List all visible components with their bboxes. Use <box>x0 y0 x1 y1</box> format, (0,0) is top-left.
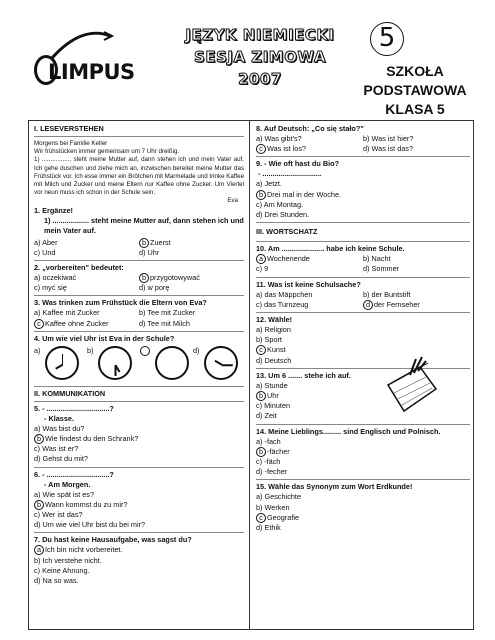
option[interactable]: a) Stunde <box>256 380 288 390</box>
option-row <box>34 319 244 329</box>
option[interactable]: a) Religion <box>256 325 291 335</box>
option[interactable]: d) Drei Stunden. <box>256 210 310 220</box>
option-selected[interactable]: b Drei mal in der Woche. <box>256 190 470 200</box>
reading-text: 1) ................. steht meine Mutter auf, dann stehen ich und mein Vater auf. Ich gehe duschen und ziehe mich an, inzwischen bereitet meine Mutter das Frühstück vor. Ich esse immer ein Brötchen mit Marmelade und trinke Kaffee mit Milch und Zucker und meine Eltern nur Kaffee ohne Zucker. Um Viertel vor neun muss ich schon in der Schule sein. <box>34 156 245 197</box>
option[interactable]: d) -fecher <box>256 467 288 477</box>
question-label: 1. Ergänze! <box>34 205 73 215</box>
option-selected[interactable]: c Geografie <box>256 513 470 523</box>
option[interactable]: c) Minuten <box>256 401 291 411</box>
option-selected[interactable]: b Zuerst <box>139 238 244 248</box>
option[interactable]: a) Was gibt's? <box>256 134 302 143</box>
option[interactable]: a) -fach <box>256 436 281 446</box>
option-row <box>256 264 470 274</box>
option[interactable]: b) Ich verstehe nicht. <box>34 555 102 565</box>
option[interactable]: d) Um wie viel Uhr bist du bei mir? <box>34 520 146 530</box>
question-reply: - Am Morgen. <box>44 479 91 489</box>
option[interactable]: a) Wie spät ist es? <box>34 489 95 499</box>
option[interactable]: a) Was bist du? <box>34 423 85 433</box>
school-line-1: SZKOŁA <box>386 63 444 79</box>
option[interactable]: d) Uhr <box>139 247 160 257</box>
answer-mark-icon: c <box>256 345 266 355</box>
divider <box>34 295 244 296</box>
title-block <box>170 24 350 90</box>
section-title: III. WORTSCHATZ <box>256 227 318 237</box>
column-divider <box>249 120 250 630</box>
answer-mark-icon: c <box>256 513 266 523</box>
option[interactable]: a) oczekiwać <box>34 273 77 283</box>
option[interactable]: b) Sport <box>256 335 282 345</box>
option-selected[interactable]: c Kunst <box>256 345 470 355</box>
option-selected[interactable]: c Was ist los? <box>256 144 363 154</box>
answer-mark-icon <box>140 346 150 356</box>
clock-icon <box>98 346 132 380</box>
title-line-1: JĘZYK NIEMIECKI <box>185 26 335 44</box>
answer-mark-icon: b <box>256 190 266 200</box>
left-column <box>34 122 244 586</box>
option-row <box>34 308 244 318</box>
school-line-3: KLASA 5 <box>385 101 445 117</box>
text-title: Morgens bei Familie Keller <box>34 140 108 147</box>
clock-icon <box>155 346 189 380</box>
option-row <box>256 134 470 144</box>
section-title: I. LESEVERSTEHEN <box>34 124 104 133</box>
option[interactable]: a) Aber <box>34 237 58 247</box>
question-text: 4. Um wie viel Uhr ist Eva in der Schule? <box>34 333 175 343</box>
option-row <box>256 290 470 300</box>
option[interactable]: c) Keine Ahnung. <box>34 565 90 575</box>
question-text: 8. Auf Deutsch: „Co się stało?" <box>256 124 364 133</box>
option[interactable]: c) 9 <box>256 264 269 274</box>
question-text: 11. Was ist keine Schulsache? <box>256 279 361 289</box>
option[interactable]: b) der Buntstift <box>363 289 411 299</box>
question-text: 9. - Wie oft hast du Bio? <box>256 159 340 169</box>
clock-option[interactable]: a) <box>34 346 85 380</box>
divider <box>34 260 244 261</box>
clock-icon <box>45 346 79 380</box>
option-row <box>34 238 244 248</box>
text-signature: Eva <box>227 197 238 205</box>
question-text: 14. Meine Lieblings......... sind Englisch und Polnisch. <box>256 426 441 436</box>
option[interactable]: b) Was ist hier? <box>363 134 414 143</box>
question-text: 12. Wähle! <box>256 315 293 325</box>
option[interactable]: c) myć się <box>34 283 67 293</box>
option-row <box>34 273 244 283</box>
option[interactable]: d) Deutsch <box>256 355 292 365</box>
clock-option[interactable]: d) <box>193 346 244 380</box>
divider <box>256 156 470 157</box>
option-selected[interactable]: a Ich bin nicht vorbereitet. <box>34 545 244 555</box>
option-row <box>256 300 470 310</box>
title-line-2: SESJA ZIMOWA <box>194 48 326 66</box>
option[interactable]: d) Zeit <box>256 411 277 421</box>
test-number: 5 <box>370 22 404 56</box>
answer-mark-icon: b <box>34 500 44 510</box>
divider <box>34 331 244 332</box>
divider <box>34 386 244 387</box>
question-text: 3. Was trinken zum Frühstück die Eltern von Eva? <box>34 298 207 308</box>
divider <box>34 401 244 402</box>
divider <box>256 479 470 480</box>
question-reply: - ............................. <box>258 169 322 179</box>
divider <box>256 312 470 313</box>
logo-text: LIMPUS <box>48 60 135 84</box>
answer-mark-icon: b <box>139 273 149 283</box>
option[interactable]: c) Am Montag. <box>256 199 304 209</box>
question-text: 7. Du hast keine Hausaufgabe, was sagst du? <box>34 535 192 545</box>
school-line-2: PODSTAWOWA <box>363 82 467 98</box>
answer-mark-icon: b <box>139 238 149 248</box>
question-text: 13. Um 6 ....... stehe ich auf. <box>256 370 351 380</box>
option[interactable]: b) Werken <box>256 502 290 512</box>
clock-options <box>34 346 244 380</box>
option-selected[interactable]: a Wochenende <box>256 254 363 264</box>
option-selected[interactable]: b przygotowywać <box>139 273 244 283</box>
option[interactable]: d) w porę <box>139 283 170 293</box>
clock-option[interactable]: b) <box>87 346 138 380</box>
answer-mark-icon: a <box>34 545 44 555</box>
answer-mark-icon: c <box>34 319 44 329</box>
question-text: 10. Am ..................... habe ich keine Schule. <box>256 244 405 254</box>
option-selected[interactable]: b Wie findest du den Schrank? <box>34 434 244 444</box>
answer-mark-icon: b <box>256 447 266 457</box>
option[interactable]: d) Tee mit Milch <box>139 318 190 328</box>
divider <box>34 136 244 137</box>
option[interactable]: d) Gehst du mit? <box>34 454 88 464</box>
title-line-3: 2007 <box>238 70 282 88</box>
divider <box>256 241 470 242</box>
question-text: 5. - ...............................? <box>34 403 114 413</box>
answer-mark-icon: b <box>256 391 266 401</box>
question-text: 2. „vorbereiten" bedeutet: <box>34 263 124 273</box>
school-label <box>345 62 485 119</box>
right-column <box>256 122 470 533</box>
option[interactable]: d) Ethik <box>256 523 281 533</box>
option[interactable]: a) Jetzt. <box>256 179 282 189</box>
option[interactable]: c) Und <box>34 247 56 257</box>
answer-mark-icon: b <box>34 434 44 444</box>
option-row <box>34 248 244 258</box>
divider <box>256 277 470 278</box>
answer-mark-icon: c <box>256 144 266 154</box>
option[interactable]: d) Sommer <box>363 264 400 274</box>
question-reply: - Klasse. <box>44 413 75 423</box>
answer-mark-icon: d <box>363 300 373 310</box>
option[interactable]: c) Wer ist das? <box>34 510 83 520</box>
question-text: 1) .................. steht meine Mutter auf, dann stehen ich und mein Vater auf. <box>44 215 244 235</box>
option-row <box>256 144 470 154</box>
divider <box>256 222 470 223</box>
divider <box>34 532 244 533</box>
option[interactable]: a) Geschichte <box>256 492 302 502</box>
option-selected[interactable]: d der Fernseher <box>363 300 470 310</box>
section-title: II. KOMMUNIKATION <box>34 388 106 398</box>
option-selected[interactable]: b -fächer <box>256 447 470 457</box>
answer-mark-icon: a <box>256 254 266 264</box>
option[interactable]: d) Na so was. <box>34 576 79 586</box>
clock-icon <box>204 346 238 380</box>
option-row <box>34 283 244 293</box>
question-text: 15. Wähle das Synonym zum Wort Erdkunde! <box>256 482 413 492</box>
text-sub: Wir frühstücken immer gemeinsam um 7 Uhr dreißig. <box>34 148 180 156</box>
option[interactable]: c) -fäch <box>256 457 281 467</box>
header <box>0 0 495 118</box>
option-selected[interactable]: b Uhr <box>256 391 470 401</box>
option[interactable]: c) das Turnzeug <box>256 299 309 309</box>
option[interactable]: b) Nacht <box>363 254 391 264</box>
option[interactable]: c) Was ist er? <box>34 444 79 454</box>
option-selected[interactable]: b Wann kommst du zu mir? <box>34 500 244 510</box>
option[interactable]: a) das Mäppchen <box>256 289 313 299</box>
pencil-case-icon <box>380 355 440 425</box>
question-text: 6. - ...............................? <box>34 469 114 479</box>
option-selected[interactable]: c Kaffee ohne Zucker <box>34 319 139 329</box>
divider <box>34 467 244 468</box>
option-row <box>256 254 470 264</box>
option[interactable]: d) Was ist das? <box>363 144 414 154</box>
option[interactable]: a) Kaffee mit Zucker <box>34 308 100 318</box>
clock-option-selected[interactable] <box>140 346 191 380</box>
option[interactable]: b) Tee mit Zucker <box>139 308 196 318</box>
